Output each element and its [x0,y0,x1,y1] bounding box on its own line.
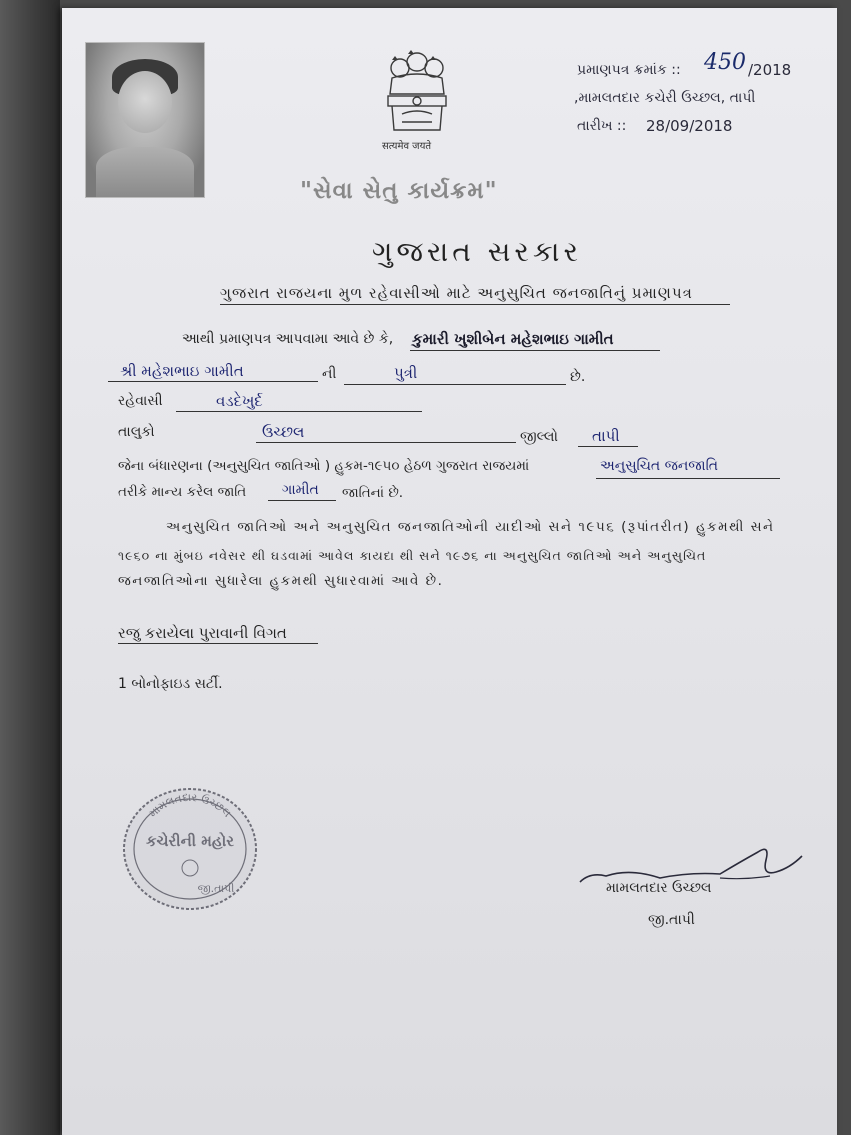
certificate-subtitle: ગુજરાત રાજયના મુળ રહેવાસીઓ માટે અનુસુચિત જનજાતિનું પ્રમાણપત્ર [220,284,693,302]
certificate-number-year: /2018 [748,61,792,79]
date-value: 28/09/2018 [646,117,733,135]
resident-value: વડદેખુર્દ [216,392,263,410]
office-seal-stamp [120,786,260,912]
certificate-number-handwritten: 450 [704,50,746,75]
taluka-underline [256,442,516,443]
paragraph-line-1: અનુસુચિત જાતિઓ અને અનુસુચિત જનજાતિઓની યાદીઓ સને ૧૯૫૬ (રૂપાંતરીત) હુકમથી સને [166,519,775,535]
of-label: ની [322,366,337,382]
seal-top-text: મામલતદાર ઉચ્છલ [146,790,234,820]
category-underline [596,478,780,479]
applicant-name-underline [410,350,660,351]
father-name: શ્રી મહેશભાઇ ગામીત [120,362,244,380]
certificate-number-label: પ્રમાણપત્ર ક્રમાંક :: [577,62,681,78]
is-label: છે. [570,369,586,385]
evidence-item-1: 1 બોનોફાઇડ સર્ટી. [118,676,223,692]
emblem-motto: सत्यमेव जयते [382,141,432,152]
paragraph-line-2: ૧૯૬૦ ના મુંબઇ નવેસર થી ઘડવામાં આવેલ કાયદા થી સને ૧૯૭૬ ના અનુસુચિત જાતિઓ અને અનુસુચિત [118,548,707,563]
district-label: જીલ્લો [520,429,558,445]
applicant-photo [85,42,205,198]
caste-underline [268,500,336,501]
applicant-name: કુમારી ખુશીબેન મહેશભાઇ ગામીત [412,330,614,348]
category-value: અનુસુચિત જનજાતિ [600,458,719,474]
resident-underline [176,411,422,412]
evidence-heading-underline [118,643,318,644]
relation-underline [344,384,566,385]
background-edge [0,0,60,1135]
seal-center-text: કચેરીની મહોર [145,832,235,850]
caste-suffix: જાતિનાં છે. [342,485,404,501]
taluka-value: ઉચ્છલ [262,423,305,441]
paragraph-line-3: જનજાતિઓના સુધારેલા હુકમથી સુધારવામાં આવે છે. [118,573,444,589]
slogan: "સેવા સેતુ કાર્યક્રમ" [300,178,498,204]
page-title: ગુજરાત સરકાર [372,235,582,268]
signatory-district: જી.તાપી [648,912,695,928]
seal-bottom-text: જી.તાપી [197,882,235,895]
intro-text: આથી પ્રમાણપત્ર આપવામા આવે છે કે, [182,331,394,347]
caste-value: ગામીત [282,482,319,498]
evidence-heading: રજુ કરાયેલા પુરાવાની વિગત [118,624,287,642]
national-emblem [372,44,462,144]
subtitle-underline [220,304,730,305]
signatory-designation: મામલતદાર ઉચ્છલ [606,880,712,896]
father-name-underline [108,381,318,382]
resident-label: રહેવાસી [118,393,163,409]
taluka-label: તાલુકો [118,424,155,440]
district-value: તાપી [592,427,620,445]
date-label: તારીખ :: [577,118,627,134]
district-underline [578,446,638,447]
relation-value: પુત્રી [394,364,418,382]
recognized-label: તરીકે માન્ય કરેલ જાતિ [118,484,247,500]
office-line: ,મામલતદાર કચેરી ઉચ્છલ, તાપી [574,90,756,106]
order-line: જેના બંધારણના (અનુસુચિત જાતિઓ ) હુકમ-૧૯૫૦ હેઠળ ગુજરાત રાજયમાં [118,458,530,474]
